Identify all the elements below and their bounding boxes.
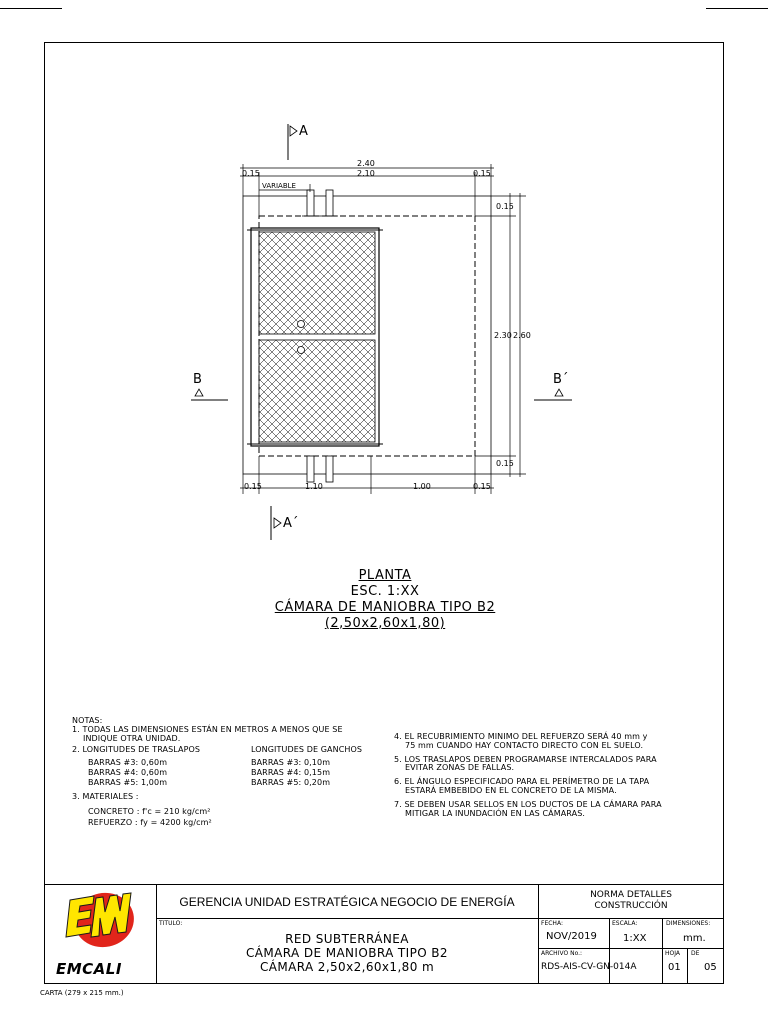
lap-bar-3: BARRAS #3: 0,60m (88, 758, 168, 768)
lap-bar-5: BARRAS #5: 1,00m (88, 778, 168, 788)
dim-total-width: 2.40 (357, 159, 375, 168)
duct-top (302, 190, 338, 216)
organization-name: GERENCIA UNIDAD ESTRATÉGICA NEGOCIO DE ENERGÍA (179, 895, 515, 909)
de-value: 05 (704, 962, 717, 973)
notes-left (72, 717, 382, 828)
note-1b: INDIQUE OTRA UNIDAD. (83, 733, 181, 743)
emcali-wordmark: EMCALI (56, 960, 122, 978)
note-1a: 1. TODAS LAS DIMENSIONES ESTÁN EN METROS A MENOS QUE SE (72, 724, 343, 734)
caption-dimensions: (2,50x2,60x1,80) (324, 616, 446, 631)
section-a-top-label: A (299, 124, 308, 139)
note-6b: ESTARÁ EMBEBIDO EN EL CONCRETO DE LA MISMA. (405, 785, 617, 795)
note-2-hooks: LONGITUDES DE GANCHOS (251, 745, 363, 755)
sheet-size-note: CARTA (279 x 215 mm.) (40, 989, 124, 997)
fecha-label: FECHA: (541, 920, 563, 927)
note-5a: 5. LOS TRASLAPOS DEBEN PROGRAMARSE INTERCALADOS PARA (394, 754, 657, 764)
note-7b: MITIGAR LA INUNDACIÓN EN LAS CÁMARAS. (405, 808, 586, 818)
plan-caption (200, 568, 570, 632)
dim-variable: VARIABLE (262, 182, 296, 190)
material-concrete: CONCRETO : f'c = 210 kg/cm² (88, 807, 211, 817)
caption-scale: ESC. 1:XX (350, 584, 420, 599)
note-7a: 7. SE DEBEN USAR SELLOS EN LOS DUCTOS DE LA CÁMARA PARA (394, 799, 662, 809)
hook-bar-3: BARRAS #3: 0,10m (251, 758, 331, 768)
note-6a: 6. EL ÁNGULO ESPECIFICADO PARA EL PERÍMETRO DE LA TAPA (394, 777, 650, 787)
escala-value: 1:XX (623, 933, 647, 944)
dim-bottom-100: 1.00 (413, 482, 431, 491)
note-5b: EVITAR ZONAS DE FALLAS. (405, 763, 515, 773)
escala-label: ESCALA: (612, 920, 638, 927)
dim-bottom-right: 0.15 (473, 482, 491, 491)
archivo-label: ARCHIVO No.: (541, 950, 583, 957)
hook-bar-4: BARRAS #4: 0,15m (251, 768, 331, 778)
notes-right (394, 733, 714, 818)
dim-bottom-left: 0.15 (244, 482, 262, 491)
section-a-bottom-label: A´ (283, 516, 299, 531)
dim-top-edge: 0.15 (496, 202, 514, 211)
archivo-value: RDS-AIS-CV-GN-014A (541, 962, 637, 972)
section-b-right-label: B´ (553, 372, 569, 387)
hoja-label: HOJA (665, 950, 681, 957)
lifting-ring-top (298, 321, 305, 328)
de-label: DE (691, 950, 700, 957)
dim-edge-right: 0.15 (473, 169, 491, 178)
duct-bottom (307, 456, 333, 482)
dim-edge-left: 0.15 (242, 169, 260, 178)
note-4b: 75 mm CUANDO HAY CONTACTO DIRECTO CON EL SUELO. (405, 740, 644, 750)
dim-bottom-110: 1.10 (305, 482, 323, 491)
titulo-label: TITULO: (159, 920, 183, 927)
dimensiones-label: DIMENSIONES: (666, 920, 711, 927)
dim-inner-height: 2.30 (494, 331, 512, 340)
lid-panel-bottom (259, 340, 375, 442)
note-3: 3. MATERIALES : (72, 792, 139, 802)
fecha-value: NOV/2019 (546, 931, 597, 942)
caption-planta: PLANTA (358, 568, 412, 583)
title-line-1: RED SUBTERRÁNEA (285, 932, 409, 946)
note-4a: 4. EL RECUBRIMIENTO MINIMO DEL REFUERZO SERÁ 40 mm y (394, 732, 648, 741)
title-line-2: CÁMARA DE MANIOBRA TIPO B2 (246, 946, 448, 960)
norma-line2: CONSTRUCCIÓN (594, 901, 668, 911)
dim-total-height: 2.60 (513, 331, 531, 340)
material-steel: REFUERZO : fy = 4200 kg/cm² (88, 817, 212, 827)
title-line-3: CÁMARA 2,50x2,60x1,80 m (259, 960, 435, 974)
hoja-value: 01 (668, 962, 681, 973)
dim-inner-width: 2.10 (357, 169, 375, 178)
hook-bar-5: BARRAS #5: 0,20m (251, 778, 331, 788)
dim-bottom-edge: 0.15 (496, 459, 514, 468)
lap-bar-4: BARRAS #4: 0,60m (88, 768, 168, 778)
drawing-title (156, 932, 538, 974)
caption-camera-type: CÁMARA DE MANIOBRA TIPO B2 (274, 600, 496, 615)
lifting-ring-bottom (298, 347, 305, 354)
norma-line1: NORMA DETALLES (590, 890, 672, 900)
dimensiones-value: mm. (683, 933, 706, 944)
note-2: 2. LONGITUDES DE TRASLAPOS (72, 745, 201, 755)
lid-panel-top (259, 232, 375, 334)
title-block (44, 884, 724, 984)
section-b-left-label: B (193, 372, 202, 387)
notes-heading: NOTAS: (72, 716, 103, 725)
emcali-logo (60, 890, 140, 952)
